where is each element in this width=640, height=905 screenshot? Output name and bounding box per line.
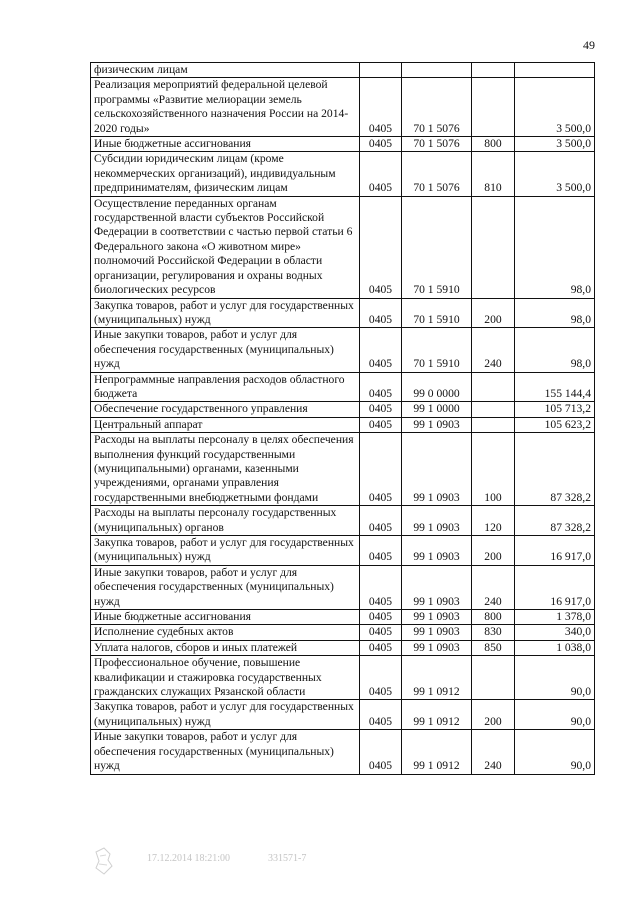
row-sum: 16 917,0 xyxy=(515,536,595,566)
table-row xyxy=(91,700,595,730)
row-name: Непрограммные направления расходов областного бюджета xyxy=(91,372,360,402)
row-sum: 3 500,0 xyxy=(515,137,595,152)
row-type: 800 xyxy=(472,137,515,152)
row-section: 0405 xyxy=(360,137,402,152)
row-section: 0405 xyxy=(360,298,402,328)
row-sum: 87 328,2 xyxy=(515,433,595,506)
table-row xyxy=(91,63,595,78)
row-sum: 105 713,2 xyxy=(515,402,595,417)
row-item: 70 1 5076 xyxy=(402,152,472,196)
row-sum: 3 500,0 xyxy=(515,152,595,196)
row-name: Закупка товаров, работ и услуг для государственных (муниципальных) нужд xyxy=(91,298,360,328)
stamp-icon xyxy=(92,846,114,876)
row-name: Иные бюджетные ассигнования xyxy=(91,610,360,625)
table-row xyxy=(91,433,595,506)
row-name: Расходы на выплаты персоналу государственных (муниципальных) органов xyxy=(91,506,360,536)
row-section: 0405 xyxy=(360,402,402,417)
row-section: 0405 xyxy=(360,433,402,506)
row-type xyxy=(472,63,515,78)
row-name: физическим лицам xyxy=(91,63,360,78)
row-sum: 3 500,0 xyxy=(515,78,595,137)
row-name: Осуществление переданных органам государственной власти субъектов Российской Федерации в соответствии с частью первой статьи 6 Федерального закона «О животном мире» полномочий Российской Федерации в области организации, регулирования и охраны водных биологических ресурсов xyxy=(91,196,360,298)
row-sum: 90,0 xyxy=(515,700,595,730)
row-section: 0405 xyxy=(360,610,402,625)
row-name: Иные закупки товаров, работ и услуг для обеспечения государственных (муниципальных) нужд xyxy=(91,565,360,609)
row-name: Расходы на выплаты персоналу в целях обеспечения выполнения функций государственными (муниципальными) органами, казенными учреждениями, органами управления государственными внебюджетными фондами xyxy=(91,433,360,506)
row-type: 240 xyxy=(472,730,515,774)
row-sum: 90,0 xyxy=(515,730,595,774)
row-sum: 1 038,0 xyxy=(515,640,595,655)
row-section: 0405 xyxy=(360,506,402,536)
row-section: 0405 xyxy=(360,78,402,137)
row-item: 99 0 0000 xyxy=(402,372,472,402)
table-row xyxy=(91,152,595,196)
row-item: 99 1 0903 xyxy=(402,536,472,566)
row-section: 0405 xyxy=(360,730,402,774)
row-section: 0405 xyxy=(360,656,402,700)
row-section: 0405 xyxy=(360,536,402,566)
row-item: 70 1 5076 xyxy=(402,78,472,137)
row-section xyxy=(360,63,402,78)
table-row xyxy=(91,78,595,137)
row-type: 240 xyxy=(472,328,515,372)
row-section: 0405 xyxy=(360,565,402,609)
row-type: 200 xyxy=(472,298,515,328)
table-row xyxy=(91,417,595,432)
row-name: Профессиональное обучение, повышение квалификации и стажировка государственных гражданских служащих Рязанской области xyxy=(91,656,360,700)
row-sum: 1 378,0 xyxy=(515,610,595,625)
budget-table-body xyxy=(91,63,595,775)
footer-timestamp: 17.12.2014 18:21:00 xyxy=(147,853,231,864)
row-section: 0405 xyxy=(360,700,402,730)
row-type: 200 xyxy=(472,700,515,730)
row-sum: 16 917,0 xyxy=(515,565,595,609)
row-sum: 98,0 xyxy=(515,328,595,372)
row-item: 99 1 0903 xyxy=(402,417,472,432)
budget-table xyxy=(90,62,595,775)
row-section: 0405 xyxy=(360,328,402,372)
table-row xyxy=(91,565,595,609)
table-row xyxy=(91,610,595,625)
row-type xyxy=(472,196,515,298)
row-type xyxy=(472,402,515,417)
table-row xyxy=(91,640,595,655)
row-name: Иные бюджетные ассигнования xyxy=(91,137,360,152)
table-row xyxy=(91,625,595,640)
row-type xyxy=(472,656,515,700)
row-section: 0405 xyxy=(360,196,402,298)
row-type: 120 xyxy=(472,506,515,536)
row-section: 0405 xyxy=(360,417,402,432)
page-number: 49 xyxy=(583,38,595,52)
row-type: 200 xyxy=(472,536,515,566)
table-row xyxy=(91,196,595,298)
row-section: 0405 xyxy=(360,372,402,402)
row-type xyxy=(472,78,515,137)
row-item: 99 1 0903 xyxy=(402,610,472,625)
row-section: 0405 xyxy=(360,640,402,655)
footer-doc-code: 331571-7 xyxy=(268,853,307,864)
row-name: Обеспечение государственного управления xyxy=(91,402,360,417)
table-row xyxy=(91,402,595,417)
table-row xyxy=(91,137,595,152)
row-item: 99 1 0912 xyxy=(402,730,472,774)
row-item: 99 1 0912 xyxy=(402,656,472,700)
row-section: 0405 xyxy=(360,152,402,196)
row-item xyxy=(402,63,472,78)
table-row xyxy=(91,536,595,566)
row-type: 240 xyxy=(472,565,515,609)
row-sum: 340,0 xyxy=(515,625,595,640)
row-item: 99 1 0903 xyxy=(402,565,472,609)
row-name: Уплата налогов, сборов и иных платежей xyxy=(91,640,360,655)
row-name: Субсидии юридическим лицам (кроме некоммерческих организаций), индивидуальным предпринимателям, физическим лицам xyxy=(91,152,360,196)
row-name: Исполнение судебных актов xyxy=(91,625,360,640)
row-item: 99 1 0903 xyxy=(402,433,472,506)
row-type xyxy=(472,417,515,432)
row-item: 70 1 5910 xyxy=(402,298,472,328)
row-type: 850 xyxy=(472,640,515,655)
row-item: 99 1 0912 xyxy=(402,700,472,730)
row-item: 70 1 5076 xyxy=(402,137,472,152)
row-item: 70 1 5910 xyxy=(402,196,472,298)
row-sum xyxy=(515,63,595,78)
table-row xyxy=(91,372,595,402)
row-sum: 105 623,2 xyxy=(515,417,595,432)
row-name: Закупка товаров, работ и услуг для государственных (муниципальных) нужд xyxy=(91,700,360,730)
table-row xyxy=(91,656,595,700)
row-name: Иные закупки товаров, работ и услуг для обеспечения государственных (муниципальных) нужд xyxy=(91,328,360,372)
row-type: 830 xyxy=(472,625,515,640)
row-section: 0405 xyxy=(360,625,402,640)
row-sum: 90,0 xyxy=(515,656,595,700)
row-sum: 98,0 xyxy=(515,298,595,328)
table-row xyxy=(91,506,595,536)
row-sum: 155 144,4 xyxy=(515,372,595,402)
row-type xyxy=(472,372,515,402)
row-type: 810 xyxy=(472,152,515,196)
table-row xyxy=(91,328,595,372)
row-name: Иные закупки товаров, работ и услуг для обеспечения государственных (муниципальных) нужд xyxy=(91,730,360,774)
row-name: Закупка товаров, работ и услуг для государственных (муниципальных) нужд xyxy=(91,536,360,566)
table-row xyxy=(91,730,595,774)
row-name: Центральный аппарат xyxy=(91,417,360,432)
row-item: 99 1 0000 xyxy=(402,402,472,417)
row-item: 99 1 0903 xyxy=(402,625,472,640)
row-type: 800 xyxy=(472,610,515,625)
row-type: 100 xyxy=(472,433,515,506)
row-item: 70 1 5910 xyxy=(402,328,472,372)
row-item: 99 1 0903 xyxy=(402,506,472,536)
row-name: Реализация мероприятий федеральной целевой программы «Развитие мелиорации земель сельскохозяйственного назначения России на 2014-2020 годы» xyxy=(91,78,360,137)
row-item: 99 1 0903 xyxy=(402,640,472,655)
row-sum: 98,0 xyxy=(515,196,595,298)
row-sum: 87 328,2 xyxy=(515,506,595,536)
table-row xyxy=(91,298,595,328)
